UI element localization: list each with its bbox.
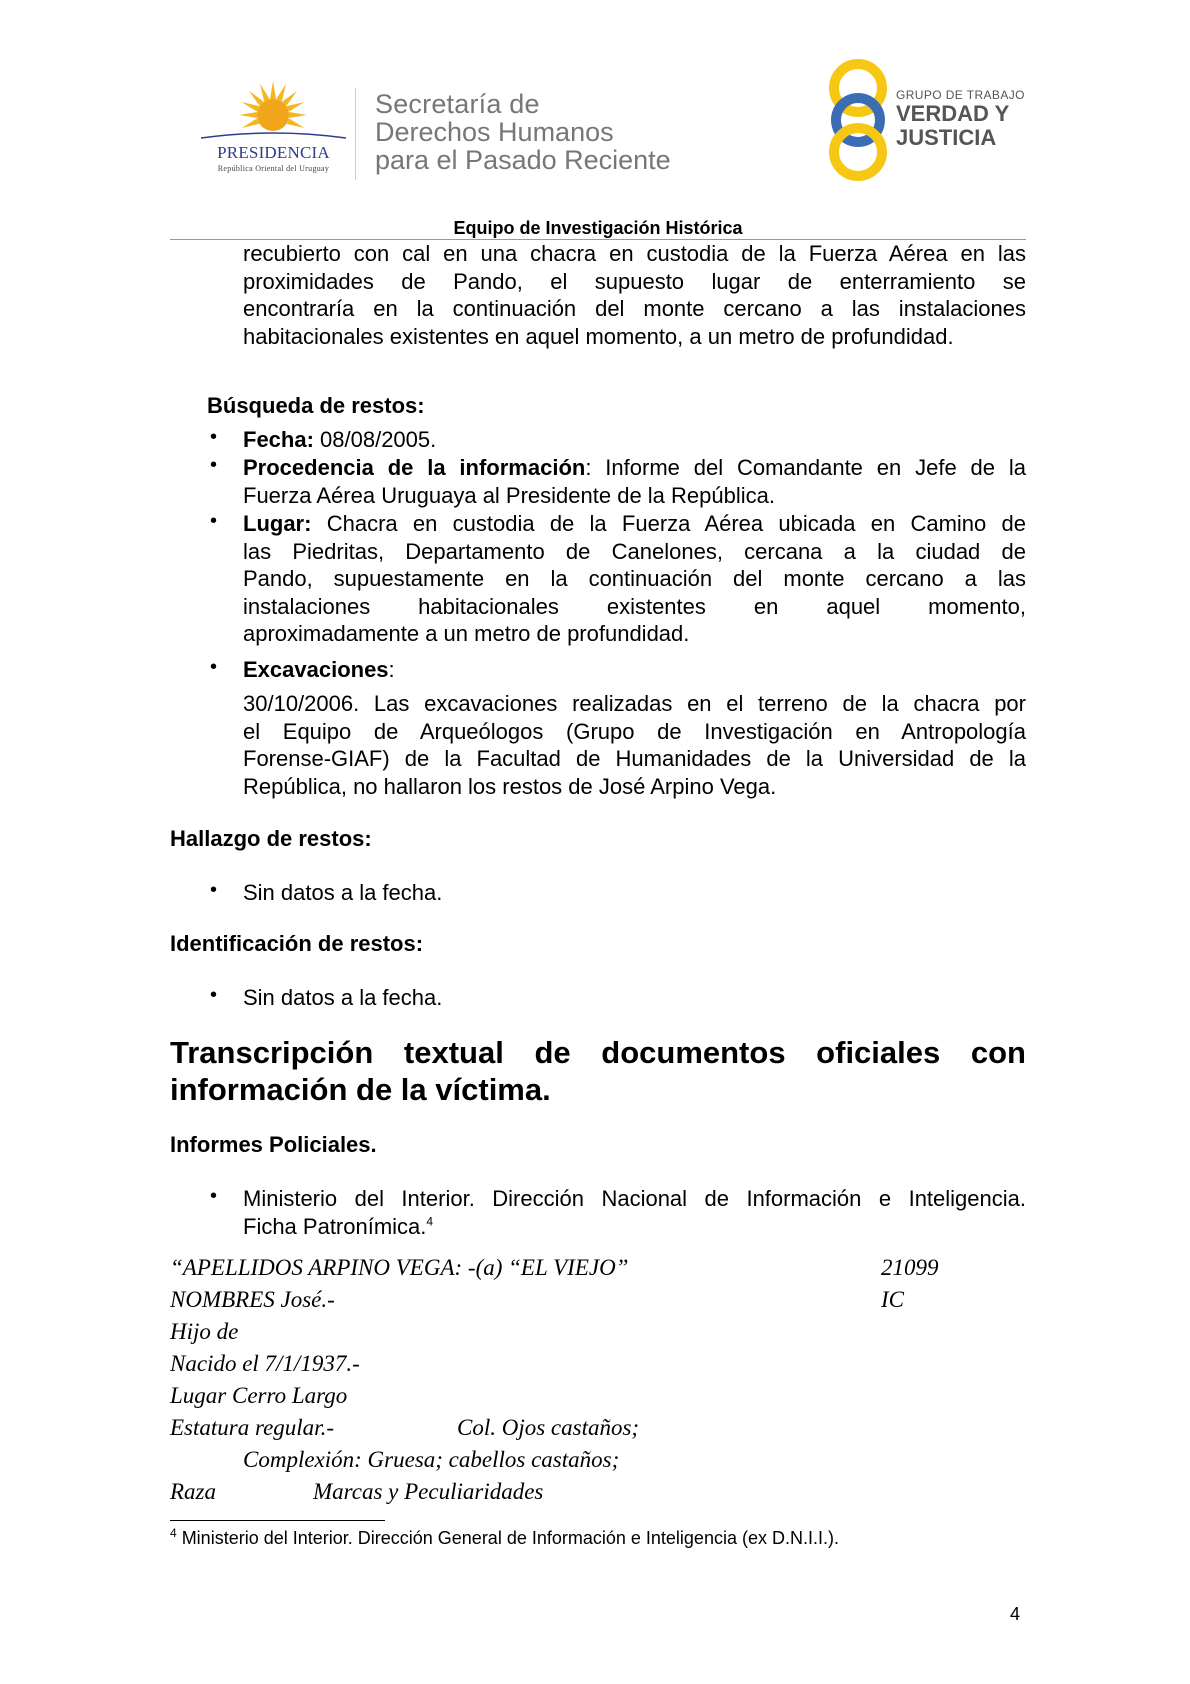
excavaciones-label: Excavaciones xyxy=(243,657,389,682)
informes-item-line: Ministerio del Interior. Dirección Nacional de Información e Inteligencia. xyxy=(243,1186,1026,1211)
bullet-icon: • xyxy=(210,426,218,448)
fecha-label: Fecha: xyxy=(243,427,314,452)
ficha-numero: 21099 xyxy=(881,1255,939,1280)
secretaria-logo-text xyxy=(375,90,671,174)
bullet-icon: • xyxy=(210,879,218,901)
intro-paragraph xyxy=(243,240,1026,350)
transcripcion-title-line: Transcripción textual de documentos oficiales con xyxy=(170,1035,1026,1070)
secretaria-line-1: Secretaría de xyxy=(375,89,540,119)
identificacion-item: Sin datos a la fecha. xyxy=(243,985,443,1010)
grupo-trabajo-label: GRUPO DE TRABAJO xyxy=(896,88,1025,102)
bullet-icon: • xyxy=(210,510,218,532)
ficha-ic: IC xyxy=(881,1287,904,1312)
ficha-raza: Raza xyxy=(170,1479,216,1504)
lugar-text: aproximadamente a un metro de profundidad. xyxy=(243,621,690,646)
lugar-text: instalaciones habitacionales existentes en aquel momento, xyxy=(243,593,1026,619)
page-number: 4 xyxy=(1010,1604,1021,1624)
transcripcion-title xyxy=(170,1034,1026,1108)
fecha-item xyxy=(243,426,1026,454)
ficha-complexion: Complexión: Gruesa; cabellos castaños; xyxy=(243,1447,620,1472)
procedencia-item xyxy=(243,454,1026,509)
justicia-label: JUSTICIA xyxy=(896,125,997,150)
footnote-number: 4 xyxy=(170,1526,177,1540)
ficha-lugar: Lugar Cerro Largo xyxy=(170,1383,348,1408)
bullet-icon: • xyxy=(210,656,218,678)
intro-line: habitacionales existentes en aquel momento, a un metro de profundidad. xyxy=(243,323,954,349)
hallazgo-item: Sin datos a la fecha. xyxy=(243,880,443,905)
excavaciones-line: Forense-GIAF) de la Facultad de Humanidades de la Universidad de la xyxy=(243,746,1026,771)
running-header: Equipo de Investigación Histórica xyxy=(453,218,743,238)
transcripcion-title-line: información de la víctima. xyxy=(170,1072,551,1107)
ficha-hijo: Hijo de xyxy=(170,1319,239,1344)
logo-separator xyxy=(355,88,356,180)
lugar-text: Pando, supuestamente en la continuación del monte cercano a las xyxy=(243,566,1026,591)
excavaciones-colon: : xyxy=(388,657,395,682)
procedencia-text: Fuerza Aérea Uruguaya al Presidente de la República. xyxy=(243,482,775,508)
bullet-icon: • xyxy=(210,984,218,1006)
excavaciones-line: 30/10/2006. Las excavaciones realizadas en el terreno de la chacra por xyxy=(243,691,1026,716)
informes-heading: Informes Policiales. xyxy=(170,1132,377,1157)
bullet-icon: • xyxy=(210,1185,218,1207)
ficha-marcas: Marcas y Peculiaridades xyxy=(313,1479,544,1504)
informes-item xyxy=(243,1185,1026,1240)
intro-line: recubierto con cal en una chacra en custodia de la Fuerza Aérea en las xyxy=(243,241,1026,266)
lugar-label: Lugar: xyxy=(243,511,312,536)
informes-item-line: Ficha Patronímica. xyxy=(243,1213,427,1239)
bullet-icon: • xyxy=(210,454,218,476)
footnote-ref: 4 xyxy=(426,1214,434,1229)
lugar-text: Chacra en custodia de la Fuerza Aérea ubicada en Camino de xyxy=(311,511,1026,536)
excavaciones-line: el Equipo de Arqueólogos (Grupo de Investigación en Antropología xyxy=(243,718,1026,744)
ficha-nacido: Nacido el 7/1/1937.- xyxy=(170,1351,360,1376)
intro-line: proximidades de Pando, el supuesto lugar de enterramiento se xyxy=(243,268,1026,294)
busqueda-heading: Búsqueda de restos: xyxy=(207,393,425,418)
footnote-separator xyxy=(170,1520,385,1521)
lugar-text: las Piedritas, Departamento de Canelones, cercana a la ciudad de xyxy=(243,538,1026,564)
procedencia-label: Procedencia de la información xyxy=(243,455,586,480)
procedencia-text: : Informe del Comandante en Jefe de la xyxy=(585,455,1026,480)
lugar-item xyxy=(243,510,1026,648)
excavaciones-paragraph xyxy=(243,690,1026,800)
ficha-apellidos: “APELLIDOS ARPINO VEGA: -(a) “EL VIEJO” xyxy=(170,1255,629,1280)
footnote-text: Ministerio del Interior. Dirección General de Información e Inteligencia (ex D.N.I.I.). xyxy=(176,1528,839,1548)
presidencia-name: PRESIDENCIA xyxy=(217,143,330,162)
ficha-nombres: NOMBRES José.- xyxy=(170,1287,335,1312)
secretaria-line-2: Derechos Humanos xyxy=(375,117,614,147)
presidencia-subtitle: República Oriental del Uruguay xyxy=(217,164,330,173)
verdad-justicia-label xyxy=(896,102,1009,150)
fecha-value: 08/08/2005. xyxy=(313,427,437,452)
ficha-col-ojos: Col. Ojos castaños; xyxy=(457,1415,640,1440)
identificacion-heading: Identificación de restos: xyxy=(170,931,424,956)
hallazgo-heading: Hallazgo de restos: xyxy=(170,826,372,851)
intro-line: encontraría en la continuación del monte cercano a las instalaciones xyxy=(243,296,1026,321)
excavaciones-line: República, no hallaron los restos de José Arpino Vega. xyxy=(243,773,777,799)
excavaciones-item xyxy=(243,656,395,684)
footnote xyxy=(170,1528,839,1549)
ficha-estatura: Estatura regular.- xyxy=(170,1415,334,1440)
secretaria-line-3: para el Pasado Reciente xyxy=(375,145,671,175)
verdad-label: VERDAD Y xyxy=(896,101,1010,126)
